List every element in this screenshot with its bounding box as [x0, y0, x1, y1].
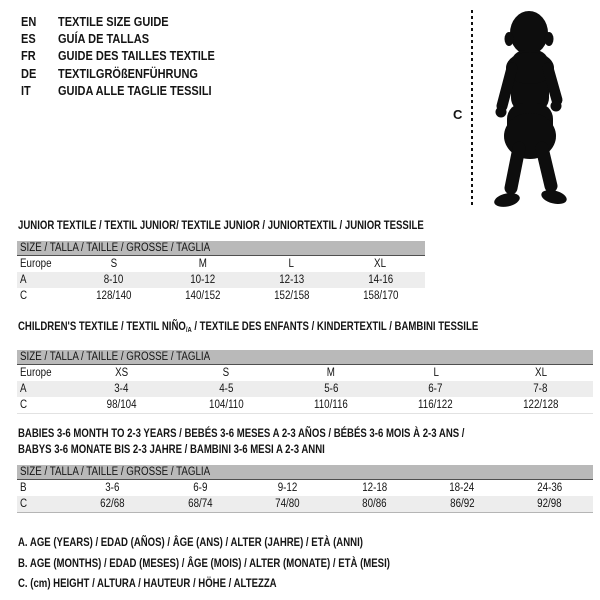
section-heading-babies: BABIES 3-6 MONTH TO 2-3 YEARS / BEBÉS 3-6 MESES A 2-3 AÑOS / BÉBÉS 3-6 MOIS À 2-3 ANS / BABYS 3-6 MONATE BIS 2-3 JAHRE / BAMBINI 3-6 MESI A 2-3 ANNI — [18, 426, 465, 456]
row-label: C — [20, 498, 28, 510]
size-table-header: SIZE / TALLA / TAILLE / GRÖSSE / TAGLIA — [17, 241, 425, 256]
size-value-cell: 7-8 — [533, 383, 548, 395]
language-code: IT — [21, 83, 31, 98]
size-value-cell: M — [198, 258, 207, 270]
table-rows — [17, 480, 593, 512]
size-value-cell: 128/140 — [95, 290, 132, 302]
size-value-cell: XL — [374, 258, 387, 270]
size-table-header: SIZE / TALLA / TAILLE / GRÖSSE / TAGLIA — [17, 350, 593, 365]
guide-title: TEXTILGRÖßENFÜHRUNG — [58, 66, 198, 81]
size-value-cell: 6-7 — [428, 383, 443, 395]
size-value-cell: 74/80 — [275, 498, 300, 510]
height-measure-dashed-line — [471, 10, 473, 206]
footnote-age-months: B. AGE (MONTHS) / EDAD (MESES) / ÂGE (MOIS) / ALTER (MONATE) / ETÀ (MESI) — [18, 555, 390, 570]
legend-footnotes — [18, 532, 495, 594]
junior-size-table — [17, 241, 425, 304]
size-value-cell: L — [433, 367, 439, 379]
language-row — [21, 31, 236, 48]
size-value-cell: 3-6 — [105, 482, 120, 494]
guide-title: GUIDA ALLE TAGLIE TESSILI — [58, 83, 212, 98]
size-value-cell: 12-18 — [362, 482, 388, 494]
size-value-cell: 10-12 — [189, 274, 215, 286]
row-label: A — [20, 274, 27, 286]
language-row — [21, 66, 236, 83]
language-title-block — [21, 14, 236, 100]
size-value-cell: 24-36 — [536, 482, 562, 494]
table-rows — [17, 256, 425, 304]
table-row — [17, 272, 425, 288]
size-value-cell: 122/128 — [522, 399, 559, 411]
size-value-cell: 98/104 — [106, 399, 137, 411]
size-value-cell: 3-4 — [114, 383, 129, 395]
table-row — [17, 365, 593, 381]
size-value-cell: S — [222, 367, 230, 379]
guide-title: TEXTILE SIZE GUIDE — [58, 15, 169, 29]
size-value-cell: 62/68 — [100, 498, 125, 510]
baby-silhouette-icon — [485, 8, 575, 212]
size-value-cell: 116/122 — [418, 399, 454, 411]
size-value-cell: M — [326, 367, 336, 379]
table-row — [17, 480, 593, 496]
language-row — [21, 14, 236, 31]
table-row — [17, 397, 593, 413]
footnote-height: C. (cm) HEIGHT / ALTURA / HAUTEUR / HÖHE / ALTEZZA — [18, 576, 277, 590]
size-value-cell: 4-5 — [219, 383, 234, 395]
section-heading-junior: JUNIOR TEXTILE / TEXTIL JUNIOR/ TEXTILE JUNIOR / JUNIORTEXTIL / JUNIOR TESSILE — [18, 218, 424, 232]
size-value-cell: 110/116 — [314, 399, 348, 411]
language-code: EN — [21, 15, 37, 29]
height-measure-label: C — [453, 107, 463, 122]
size-value-cell: 140/152 — [184, 290, 221, 302]
language-row — [21, 83, 236, 100]
size-value-cell: 14-16 — [367, 274, 393, 286]
size-value-cell: 158/170 — [362, 290, 399, 302]
size-table-header: SIZE / TALLA / TAILLE / GRÖSSE / TAGLIA — [17, 465, 593, 480]
language-code: FR — [21, 49, 36, 64]
language-code: ES — [21, 32, 36, 47]
row-label: C — [20, 290, 28, 302]
size-value-cell: XL — [534, 367, 547, 379]
section-heading-children: CHILDREN'S TEXTILE / TEXTIL $NIÑO_{/A}$ / TEXTILE DES ENFANTS / KINDERTEXTIL / BAMBINI TESSILE — [18, 319, 479, 334]
children-size-table — [17, 350, 593, 414]
size-value-cell: 80/86 — [362, 498, 387, 510]
size-value-cell: XS — [114, 367, 128, 379]
table-row — [17, 381, 593, 397]
size-value-cell: 8-10 — [103, 274, 124, 286]
size-value-cell: 18-24 — [449, 482, 475, 494]
size-value-cell: 6-9 — [192, 482, 208, 494]
table-row — [17, 256, 425, 272]
size-value-cell: 9-12 — [277, 482, 298, 494]
row-label: Europe — [20, 367, 52, 379]
table-row — [17, 288, 425, 304]
guide-title: GUIDE DES TAILLES TEXTILE — [58, 49, 215, 64]
size-value-cell: 92/98 — [537, 498, 562, 510]
size-value-cell: 68/74 — [187, 498, 213, 510]
row-label: A — [20, 383, 27, 395]
guide-title: GUÍA DE TALLAS — [58, 32, 150, 47]
language-row — [21, 48, 236, 65]
babies-size-table — [17, 465, 593, 513]
row-label: B — [20, 482, 27, 494]
size-value-cell: 104/110 — [208, 399, 244, 411]
table-rows — [17, 365, 593, 413]
size-value-cell: 86/92 — [449, 498, 475, 510]
size-value-cell: 152/158 — [273, 290, 310, 302]
language-code: DE — [21, 66, 37, 81]
row-label: C — [20, 399, 28, 411]
row-label: Europe — [20, 258, 52, 270]
size-value-cell: 12-13 — [278, 274, 304, 286]
table-row — [17, 496, 593, 512]
size-value-cell: L — [288, 258, 295, 270]
size-value-cell: S — [110, 258, 117, 270]
footnote-age-years: A. AGE (YEARS) / EDAD (AÑOS) / ÂGE (ANS) / ALTER (JAHRE) / ETÀ (ANNI) — [18, 535, 363, 549]
size-value-cell: 5-6 — [323, 383, 339, 395]
